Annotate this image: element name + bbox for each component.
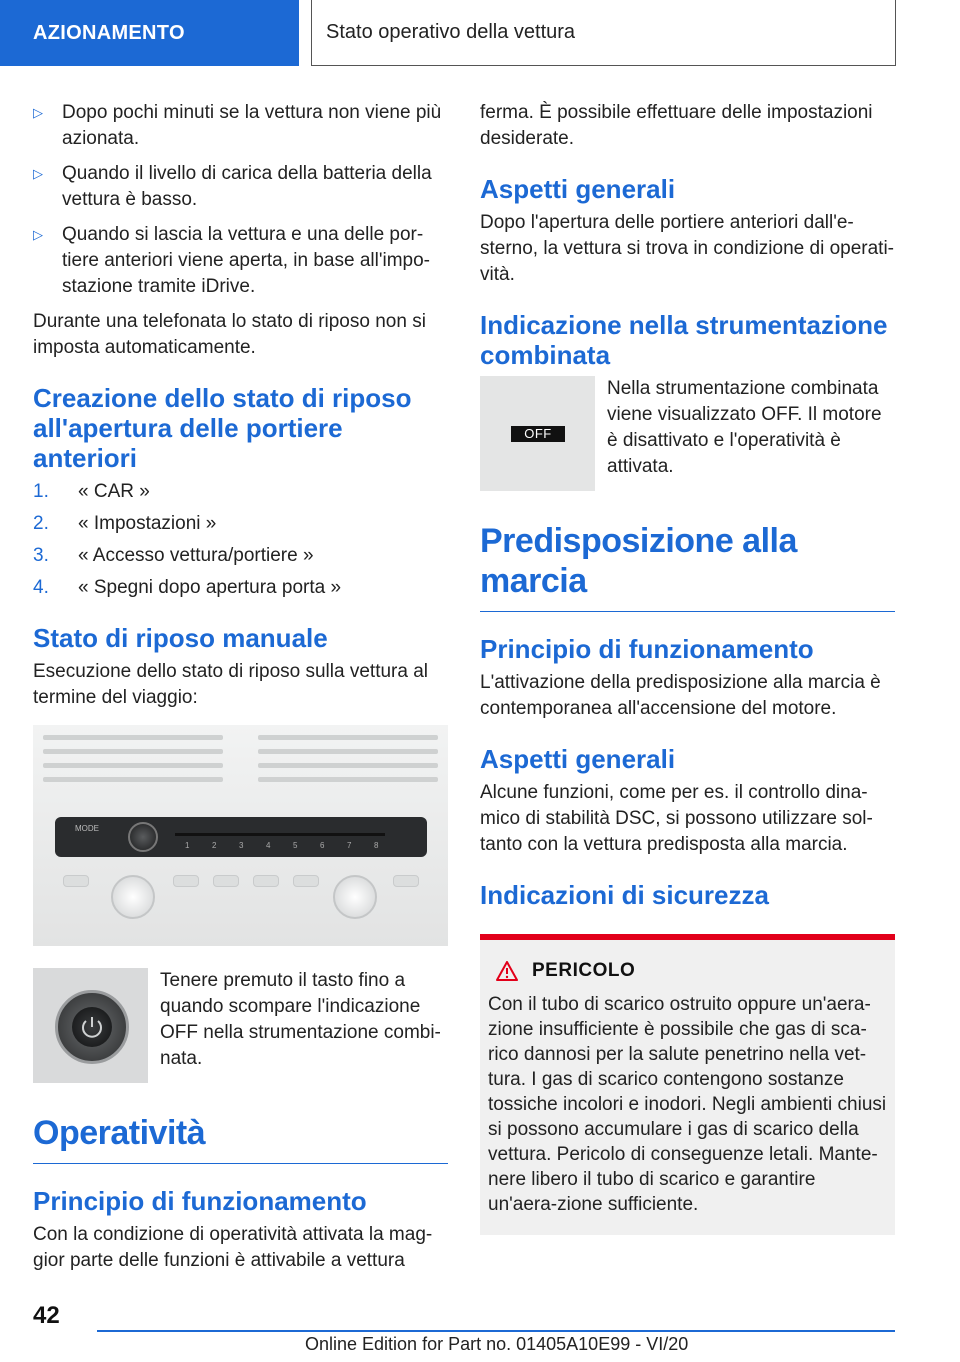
air-vents (33, 725, 448, 795)
knob-ring (55, 990, 129, 1064)
climate-button (213, 875, 239, 887)
power-knob (128, 822, 158, 852)
power-knob-image (33, 968, 148, 1083)
step-number: 1. (33, 481, 49, 502)
danger-header (488, 960, 887, 982)
paragraph-principio-2: L'attivazione della predisposizione alla marcia è contemporanea all'accensione del motore. (480, 672, 881, 719)
knob-caption: Tenere premuto il tasto fino a quando scompare l'indicazione OFF nella strumentazione combi-nata. (160, 970, 441, 1069)
climate-button (393, 875, 419, 887)
right-column (480, 100, 895, 1235)
climate-knob-left (111, 875, 155, 919)
knob-center (72, 1007, 112, 1047)
climate-button (293, 875, 319, 887)
triangle-bullet-icon: ▷ (33, 105, 43, 120)
climate-button (173, 875, 199, 887)
heading-rest-doors: Creazione dello stato di riposo all'apertura delle portiere anteriori (33, 383, 412, 473)
preset-number: 7 (347, 841, 352, 850)
section-tab: AZIONAMENTO (0, 0, 299, 66)
danger-title: PERICOLO (532, 960, 636, 981)
step-item (33, 479, 448, 505)
heading-principio-2: Principio di funzionamento (480, 634, 814, 664)
danger-box (480, 934, 895, 1235)
heading-principio: Principio di funzionamento (33, 1186, 367, 1216)
preset-number: 3 (239, 841, 244, 850)
heading-predisposizione: Predisposizione alla marcia (480, 521, 895, 612)
bullet-item: ▷ Quando il livello di carica della batteria della vettura è basso. (33, 163, 432, 210)
off-indicator: OFF (511, 426, 565, 442)
heading-aspetti: Aspetti generali (480, 174, 676, 204)
triangle-bullet-icon: ▷ (33, 166, 43, 181)
preset-number: 2 (212, 841, 217, 850)
off-figure (480, 376, 895, 491)
off-caption: Nella strumentazione combinata viene visualizzato OFF. Il motore è disattivato e l'operatività è attivata. (607, 378, 882, 477)
step-text: « Spegni dopo apertura porta » (78, 577, 342, 598)
preset-number: 5 (293, 841, 298, 850)
left-column (33, 100, 448, 1284)
step-number: 2. (33, 513, 49, 534)
heading-sicurezza: Indicazioni di sicurezza (480, 880, 769, 910)
step-item (33, 511, 448, 537)
preset-number: 8 (374, 841, 379, 850)
bullet-item: ▷ Quando si lascia la vettura e una delle por-tiere anteriori viene aperta, in base all'impo-stazione tramite iDrive. (33, 224, 430, 297)
preset-number: 4 (266, 841, 271, 850)
paragraph-aspetti: Dopo l'apertura delle portiere anteriori dall'e-sterno, la vettura si trova in condizione di operati-vità. (480, 212, 894, 285)
step-text: « Accesso vettura/portiere » (78, 545, 314, 566)
chapter-title: Stato operativo della vettura (311, 0, 896, 66)
step-item (33, 575, 448, 601)
cluster-off-image (480, 376, 595, 491)
climate-button (63, 875, 89, 887)
climate-button (253, 875, 279, 887)
paragraph-call: Durante una telefonata lo stato di riposo non si imposta automaticamente. (33, 311, 426, 358)
page-number: 42 (33, 1302, 60, 1329)
step-text: « CAR » (78, 481, 150, 502)
paragraph-aspetti-2: Alcune funzioni, come per es. il controllo dina-mico di stabilità DSC, si possono utilizzare sol-tanto con la vettura predisposta alla marcia. (480, 782, 873, 855)
paragraph-principio: Con la condizione di operatività attivata la mag-gior parte delle funzioni è attivabile a vettura (33, 1224, 433, 1271)
cd-slot (175, 833, 385, 836)
paragraph-manual: Esecuzione dello stato di riposo sulla vettura al termine del viaggio: (33, 661, 429, 708)
heading-aspetti-2: Aspetti generali (480, 744, 676, 774)
step-number: 3. (33, 545, 49, 566)
step-number: 4. (33, 577, 49, 598)
step-item (33, 543, 448, 569)
preset-number: 6 (320, 841, 325, 850)
bullet-item: ▷ Dopo pochi minuti se la vettura non viene più azionata. (33, 102, 442, 149)
heading-operativita: Operatività (33, 1113, 448, 1164)
heading-manual-rest: Stato di riposo manuale (33, 623, 328, 653)
power-icon (72, 1007, 112, 1047)
warning-triangle-icon (496, 961, 518, 981)
danger-text: Con il tubo di scarico ostruito oppure un'aera-zione insufficiente è possibile che gas di sca-rico dannosi per la salute penetrino nella vet-tura. I gas di scarico contengono sostanze tossiche incolori e inodori. Negli ambienti chiusi si possono accumulare i gas di scarico della vettura. Pericolo di conseguenze letali. Mante-nere libero il tubo di scarico e garantire un'aera-zione sufficiente. (488, 994, 887, 1215)
step-text: « Impostazioni » (78, 513, 217, 534)
heading-indicazione: Indicazione nella strumentazione combinata (480, 310, 888, 370)
triangle-bullet-icon: ▷ (33, 227, 43, 242)
mode-label: MODE (75, 824, 99, 833)
footer-rule (97, 1330, 895, 1332)
knob-figure (33, 968, 448, 1083)
climate-knob-right (333, 875, 377, 919)
radio-control-panel (55, 817, 427, 857)
radio-panel-image (33, 725, 448, 946)
preset-number: 1 (185, 841, 190, 850)
paragraph-continued: ferma. È possibile effettuare delle impostazioni desiderate. (480, 102, 873, 149)
footer-edition: Online Edition for Part no. 01405A10E99 - VI/20 (305, 1334, 689, 1354)
